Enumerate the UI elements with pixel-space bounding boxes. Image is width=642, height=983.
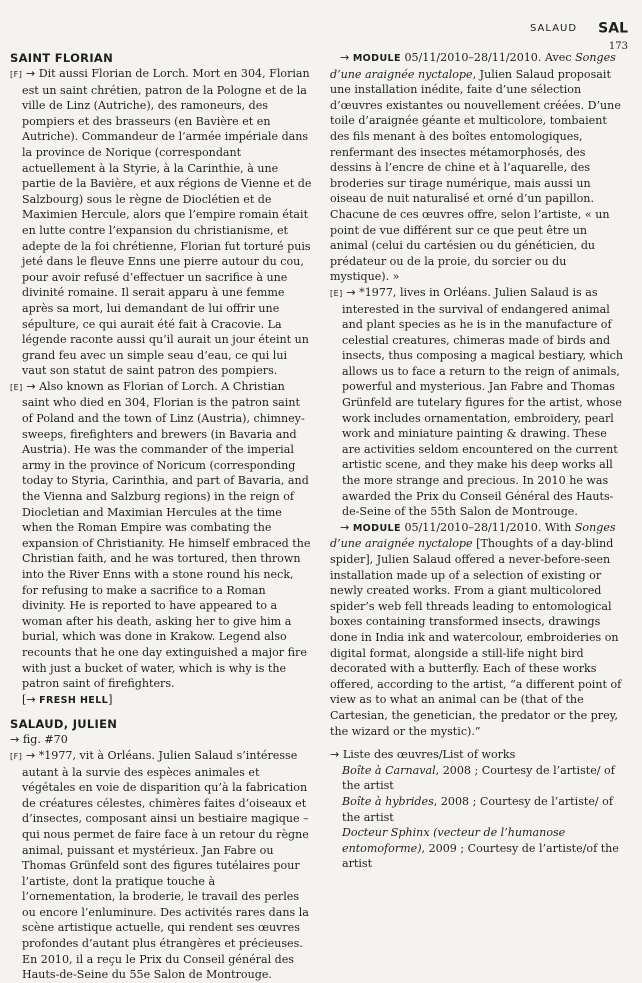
salaud-en-body: *1977, lives in Orléans. Julien Salaud is as interested in the survival of endangered animal and plant species as he is in the manufacture of celestial creatures, chimeras made of birds and insects, thus composing a magical bestiary, which allows us to face a return to the reign of animals, powerful and mysterious. Jan Fabre and Thomas Grünfeld are tutelary figures for the artist, whose work includes ornamentation, embroidery, pearl work and miniature painting & drawing. These are activities seldom encountered on the current artistic scene, and they make his deep works all the more strange and precious. In 2010 he was awarded the Prix du Conseil Général des Hauts-de-Seine of the 55th Salon de Montrouge.: [342, 285, 624, 519]
module-dates: 05/11/2010–28/11/2010. Avec: [404, 51, 572, 64]
salaud-french-module: [330, 50, 626, 285]
work-title: Docteur Sphinx (vecteur de l’humanose entomoforme): [342, 826, 566, 855]
language-tag-french: [F]: [10, 70, 23, 79]
running-head-key: SAL: [598, 20, 628, 37]
figure-reference: [10, 732, 312, 748]
module-text: [Thoughts of a day-blind spider], Julien Salaud offered a never-before-seen installation made up of a selection of existing or newly created works. From a giant multicolored spider’s web fell threads leading to entomological boxes containing transformed insects, drawings done in India ink and watercolour, embroideries on digital format, alongside a still-life night bird decorated with a butterfly. Each of these works offered, according to the artist, “a different point of view as to what an animal can be (that of the Cartesian, the genetician, the predator or the prey, the wizard or the mystic).”: [330, 537, 622, 738]
running-head-word: SALAUD: [530, 23, 578, 34]
arrow-icon: →: [340, 520, 350, 534]
right-column: [330, 50, 626, 872]
work-details: , 2008 ; Courtesy de l’artiste/ of the artist: [342, 794, 613, 824]
salaud-english-text: [330, 285, 626, 520]
arrow-icon: →: [26, 692, 36, 706]
works-list-label: Liste des œuvres/List of works: [342, 748, 516, 762]
salaud-english-module: [330, 520, 626, 739]
work-details: , 2008 ; Courtesy de l’artiste/ of the artist: [342, 763, 615, 793]
language-tag-english: [E]: [10, 382, 23, 392]
see-also-reference: [→ FRESH HELL]: [22, 692, 113, 706]
arrow-icon: →: [346, 285, 356, 299]
left-column: [10, 50, 312, 983]
module-label: MODULE: [352, 53, 401, 64]
work-title: Boîte à Carnaval: [342, 763, 436, 777]
entry-title-salaud: SALAUD, JULIEN: [10, 717, 118, 732]
module-dates: 05/11/2010–28/11/2010. With: [404, 520, 572, 534]
language-tag-english: [E]: [330, 288, 343, 298]
saint-florian-french-text: [10, 66, 312, 379]
salaud-fr-body: *1977, vit à Orléans. Julien Salaud s’intéresse autant à la survie des espèces animales et végétales en voie de disparition qu’à la fabrication de créatures célestes, chimères faites d’oiseaux et d’insectes, composant ainsi un bestiaire magique – qui nous permet de faire face à un retour du règne animal, puissant et mystérieux. Jan Fabre ou Thomas Grünfeld sont des figures tutélaires pour l’artiste, dont la pratique touche à l’ornementation, la broderie, le travail des perles ou encore l’enluminure. Des activités rares dans la scène artistique actuelle, qui rendent ses œuvres profondes d’autant plus étrangères et précieuses. En 2010, il a reçu le Prix du Conseil général des Hauts-de-Seine du 55e Salon de Montrouge.: [22, 748, 309, 982]
page-number: 173: [608, 41, 628, 52]
see-also-link-fresh-hell[interactable]: FRESH HELL: [39, 694, 109, 706]
arrow-icon: →: [25, 748, 36, 762]
language-tag-french: [F]: [10, 751, 23, 761]
arrow-icon: →: [340, 51, 350, 64]
arrow-icon: →: [330, 748, 340, 762]
salaud-french-text: [10, 748, 312, 983]
module-title: Songes d’une araignée nyctalope: [330, 51, 616, 81]
list-item: [342, 763, 626, 794]
module-text: , Julien Salaud proposait une installation inédite, faite d’une sélection d’œuvres existantes ou nouvellement créées. D’une toile d’araignée géante et multicolore, tombaient des fils menant à des boîtes entomologiques, renfermant des insectes métamorphosés, des dessins à l’encre de chine et à l’aquarelle, des broderies sur tirage numérique, mais aussi un oiseau de nuit naturalisé et orné d’un papillon. Chacune de ces œuvres offre, selon l’artiste, « un point de vue différent sur ce que peut être un animal (celui du cartésien ou du généticien, du prédateur ou de la proie, du sorcier ou du mystique). »: [330, 67, 621, 284]
works-list-heading: [330, 747, 626, 763]
list-item: [342, 825, 626, 872]
figure-reference-link[interactable]: fig. #70: [22, 733, 68, 747]
entry-title-saint-florian: SAINT FLORIAN: [10, 51, 114, 65]
module-title: Songes d’une araignée nyctalope: [330, 520, 616, 551]
arrow-icon: →: [10, 733, 20, 747]
work-title: Boîte à hybrides: [342, 794, 434, 808]
works-list: [330, 763, 626, 872]
saint-florian-en-body: Also known as Florian of Lorch. A Christian saint who died en 304, Florian is the patron saint of Poland and the town of Linz (Austria), chimney-sweeps, firefighters and brewers (in Bavaria and Austria). He was the commander of the imperial army in the province of Noricum (corresponding today to Styria, Carinthia, and part of Bavaria, and the Vienna and Salzburg regions) in the reign of Diocletian and Maximian Hercules at the time when the Roman Empire was combating the expansion of Christianity. He himself embraced the Christian faith, and he was tortured, then thrown into the River Enns with a stone round his neck, for refusing to make a sacrifice to a Roman divinity. He is reported to have appeared to a woman after his death, asking her to give him a burial, which was done in Krakow. Legend also recounts that he one day extinguished a major fire with just a bucket of water, which is why is the patron saint of firefighters.: [22, 379, 311, 691]
arrow-icon: →: [25, 67, 36, 80]
saint-florian-fr-body: Dit aussi Florian de Lorch. Mort en 304, Florian est un saint chrétien, patron de la Pologne et de la ville de Linz (Autriche), des ramoneurs, des pompiers et des brasseurs (en Bavière et en Autriche). Commandeur de l’armée impériale dans la province de Norique (correspondant actuellement à la Styrie, à la Carinthie, à une partie de la Bavière, et aux régions de Vienne et de Salzbourg) sous le règne de Dioclétien et de Maximien Hercule, alors que l’empire romain était en lutte contre l’expansion du christianisme, et adepte de la foi chrétienne, Florian fut torturé puis jeté dans le fleuve Enns une pierre autour du cou, pour avoir refusé d’effectuer un sacrifice à une divinité romaine. Il serait apparu à une femme après sa mort, lui demandant de lui offrir une sépulture, ce qui aurait été fait à Cracovie. La légende raconte aussi qu’il aurait un jour éteint un grand feu avec un simple seau d’eau, ce qui lui vaut son statut de saint patron des pompiers.: [22, 67, 312, 378]
running-head: [530, 18, 628, 52]
arrow-icon: →: [26, 379, 36, 393]
module-label: MODULE: [352, 522, 401, 534]
saint-florian-english-text: [10, 379, 312, 692]
work-details: , 2009 ; Courtesy de l’artiste/of the artist: [342, 841, 619, 871]
list-item: [342, 794, 626, 825]
